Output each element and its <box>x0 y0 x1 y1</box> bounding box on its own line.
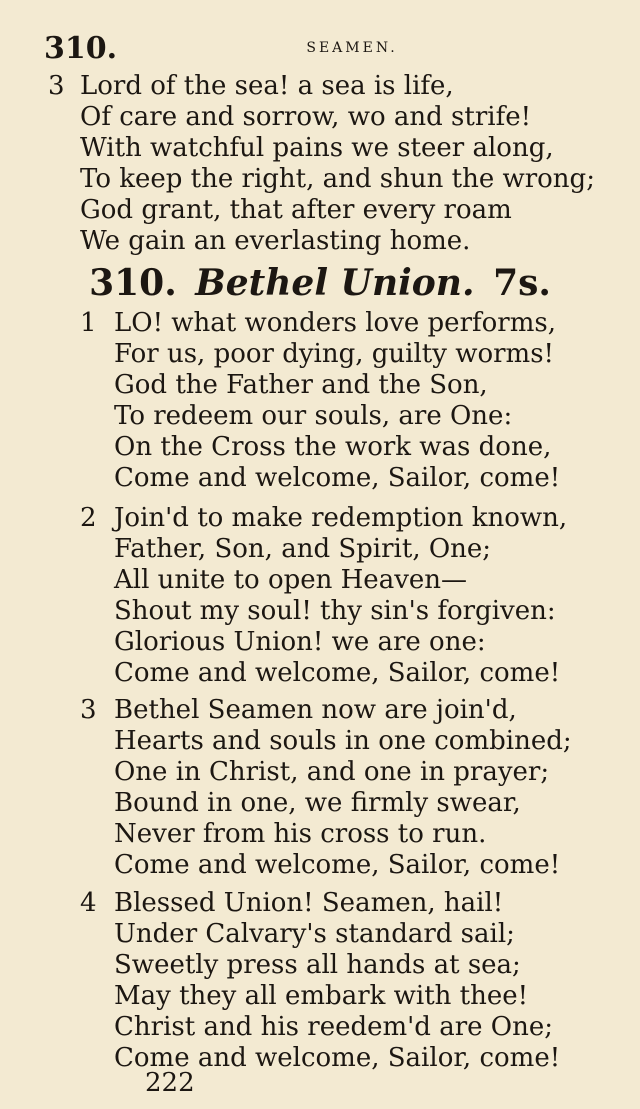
verse-line: For us, poor dying, guilty worms! <box>114 339 554 369</box>
verse-line: Bound in one, we firmly swear, <box>114 788 521 818</box>
running-head: SEAMEN. <box>306 40 398 56</box>
hymn-name: Bethel Union. <box>195 262 475 304</box>
verse-line: Christ and his reedem'd are One; <box>114 1012 553 1042</box>
verse-line: Father, Son, and Spirit, One; <box>114 534 492 564</box>
verse-line: May they all embark with thee! <box>114 981 529 1011</box>
verse-line: To keep the right, and shun the wrong; <box>80 164 595 194</box>
verse-line: Never from his cross to run. <box>114 819 487 849</box>
verse-line: Shout my soul! thy sin's forgiven: <box>114 596 556 626</box>
hymn-number: 310. <box>89 262 177 304</box>
hymn-meter: 7s. <box>493 262 551 304</box>
verse-line: Under Calvary's standard sail; <box>114 919 515 949</box>
verse-line: On the Cross the work was done, <box>114 432 552 462</box>
verse-line: With watchful pains we steer along, <box>80 133 554 163</box>
verse-line: Bethel Seamen now are join'd, <box>114 695 517 725</box>
verse-line: One in Christ, and one in prayer; <box>114 757 550 787</box>
page-header <box>44 31 600 66</box>
verse-number: 4 <box>80 888 97 918</box>
verse-line: Come and welcome, Sailor, come! <box>114 1043 561 1073</box>
verse-line: All unite to open Heaven— <box>114 565 468 595</box>
verse-line: Come and welcome, Sailor, come! <box>114 463 561 493</box>
verse-line: We gain an everlasting home. <box>80 226 471 256</box>
verse-line: Join'd to make redemption known, <box>114 503 568 533</box>
verse-line: God grant, that after every roam <box>80 195 512 225</box>
page-number: 310. <box>44 31 118 66</box>
verse-number: 3 <box>80 695 97 725</box>
verse-line: Hearts and souls in one combined; <box>114 726 572 756</box>
signature-mark: 222 <box>145 1068 195 1098</box>
verse-line: Sweetly press all hands at sea; <box>114 950 521 980</box>
hymn-title <box>0 262 640 304</box>
verse-number: 1 <box>80 308 97 338</box>
verse-line: LO! what wonders love performs, <box>114 308 556 338</box>
verse-number: 2 <box>80 503 97 533</box>
verse-line: To redeem our souls, are One: <box>114 401 513 431</box>
verse-line: Glorious Union! we are one: <box>114 627 486 657</box>
verse-line: Blessed Union! Seamen, hail! <box>114 888 504 918</box>
verse-line: Come and welcome, Sailor, come! <box>114 850 561 880</box>
verse-line: Lord of the sea! a sea is life, <box>80 71 454 101</box>
verse-line: Come and welcome, Sailor, come! <box>114 658 561 688</box>
verse-line: God the Father and the Son, <box>114 370 488 400</box>
verse-line: Of care and sorrow, wo and strife! <box>80 102 532 132</box>
verse-number: 3 <box>48 71 65 101</box>
